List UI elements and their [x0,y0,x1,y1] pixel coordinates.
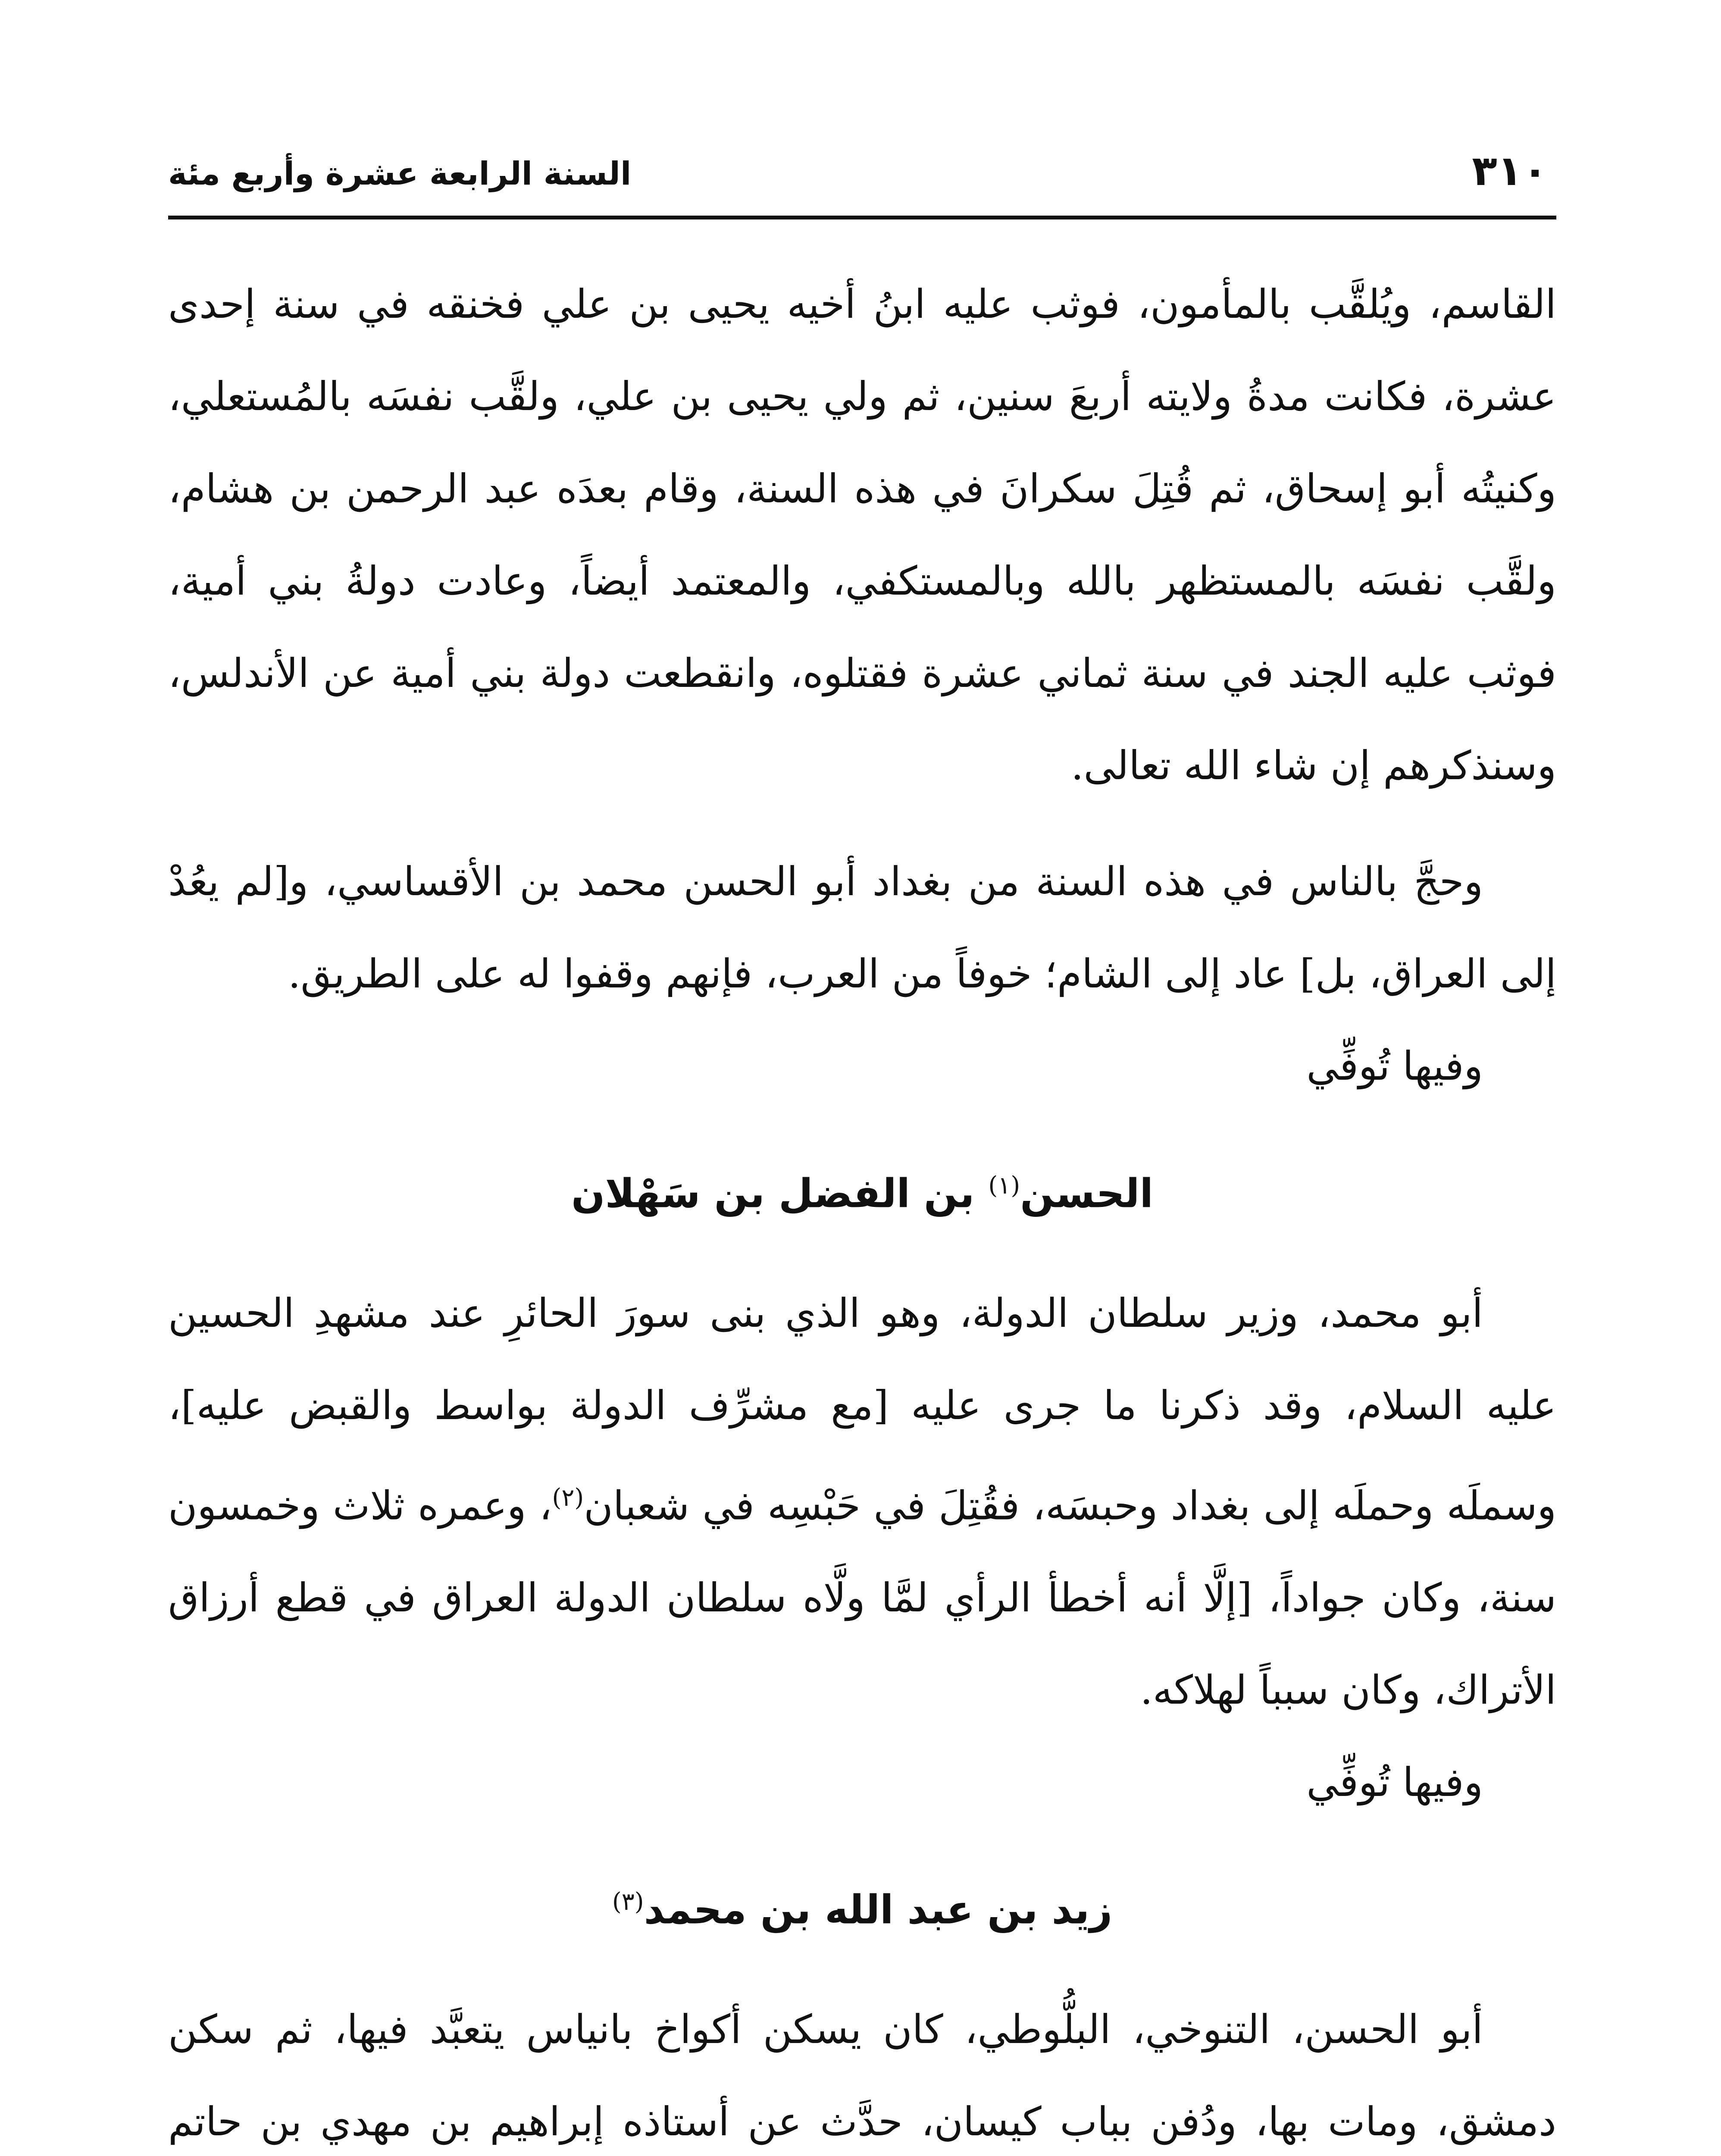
entry-text-part: ، وعمره ثلاث وخمسون سنة، وكان جواداً، [إلَّا أنه أخطأ الرأي لمَّا ولَّاه سلطان الدولة العراق في قطع أرزاق الأتراك، وكان سبباً لهلاكه. [168,1482,1556,1714]
entry-heading-hasan [168,1138,1556,1241]
book-page [168,129,1556,2156]
entry-text-zayd: أبو الحسن، التنوخي، البلُّوطي، كان يسكن أكواخ بانياس يتعبَّد فيها، ثم سكن دمشق، ومات بها، ودُفن بباب كيسان، حدَّث عن أستاذه إبراهيم بن مهدي بن حاتم [168,2006,1556,2145]
footnote-marker: (٢) [552,1483,584,1512]
entry-heading-name: الحسن [1020,1170,1154,1217]
entry-text-hasan [168,1267,1556,1737]
body-text [168,258,1556,2156]
entry-text-part: أبو محمد، وزير سلطان الدولة، وهو الذي بنى سورَ الحائرِ عند مشهدِ الحسين عليه السلام، وقد ذكرنا ما جرى عليه [مع مشرِّف الدولة بواسط والقبض عليه]، وسملَه وحملَه إلى بغداد وحبسَه، فقُتِلَ في حَبْسِه في شعبان [168,1290,1556,1529]
death-intro-line: وفيها تُوفِّي [1306,1043,1483,1089]
page-number: ٣١٠ [1472,147,1548,195]
paragraph-continuation: القاسم، ويُلقَّب بالمأمون، فوثب عليه ابنُ أخيه يحيى بن علي فخنقه في سنة إحدى عشرة، فكانت مدةُ ولايته أربعَ سنين، ثم ولي يحيى بن علي، ولقَّب نفسَه بالمُستعلي، وكنيتُه أبو إسحاق، ثم قُتِلَ سكرانَ في هذه السنة، وقام بعدَه عبد الرحمن بن هشام، ولقَّب نفسَه بالمستظهر بالله وبالمستكفي، والمعتمد أيضاً، وعادت دولةُ بني أمية، فوثب عليه الجند في سنة ثماني عشرة فقتلوه، وانقطعت دولة بني أمية عن الأندلس، وسنذكرهم إن شاء الله تعالى. [168,281,1556,789]
footnote-marker: (٣) [612,1888,644,1916]
running-header [168,129,1556,219]
death-intro-line: وفيها تُوفِّي [1306,1759,1483,1806]
entry-heading-rest: بن الفضل بن سَهْلان [571,1170,989,1217]
paragraph-hajj: وحجَّ بالناس في هذه السنة من بغداد أبو الحسن محمد بن الأقساسي، و[لم يعُدْ إلى العراق، بل] عاد إلى الشام؛ خوفاً من العرب، فإنهم وقفوا له على الطريق. [168,859,1556,997]
footnote-marker: (١) [988,1172,1020,1200]
running-title: السنة الرابعة عشرة وأربع مئة [168,155,632,192]
entry-heading-zayd [168,1855,1556,1958]
entry-heading-name: زيد بن عبد الله بن محمد [644,1887,1113,1933]
